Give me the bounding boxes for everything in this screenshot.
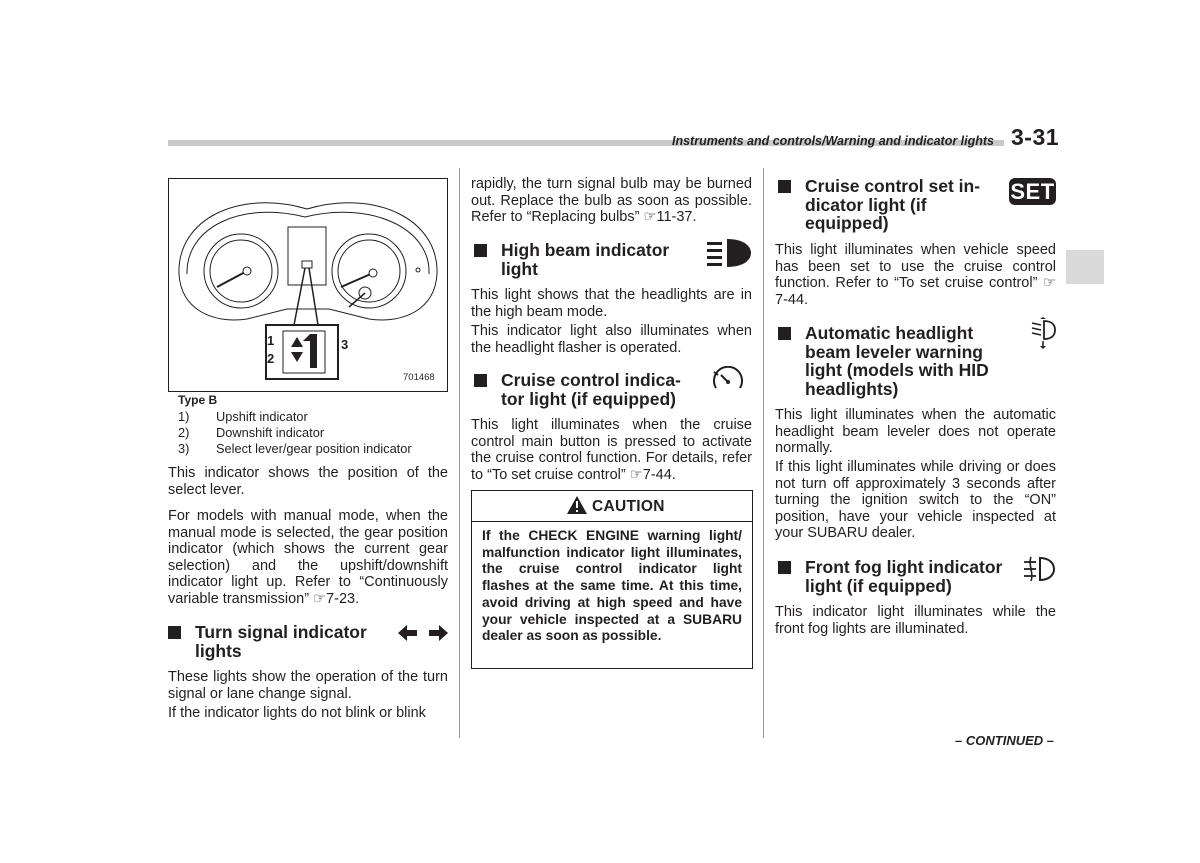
- cruise-indicator-heading: [474, 371, 704, 411]
- heading-line: Cruise control set in-: [805, 176, 981, 196]
- heading-bullet: [168, 626, 181, 639]
- heading-line: High beam indicator: [501, 240, 670, 260]
- high-beam-icon: [705, 237, 753, 269]
- fog-light-heading: [778, 558, 1018, 598]
- legend-item-text: Upshift indicator: [216, 409, 308, 424]
- legend-item: [178, 425, 458, 441]
- legend-item: [178, 409, 458, 425]
- turn-signal-paragraph: These lights show the operation of the turn signal or lane change signal.: [168, 669, 448, 702]
- front-fog-light-icon: [1022, 555, 1056, 583]
- fog-light-paragraph: This indicator light illuminates while the front fog lights are illuminated.: [775, 604, 1056, 637]
- figure-id: 701468: [403, 372, 435, 383]
- heading-line: light (if equipped): [805, 575, 952, 596]
- bulb-continued-paragraph: rapidly, the turn signal bulb may be burned out. Replace the bulb as soon as possible. Refer to “Replacing bulbs” ☞11-37.: [471, 176, 752, 226]
- heading-bullet: [474, 244, 487, 257]
- heading-bullet: [778, 561, 791, 574]
- heading-line: tor light (if equipped): [501, 388, 676, 409]
- figure-legend: [178, 409, 458, 457]
- callout-2: 2: [267, 351, 275, 366]
- caution-box: [471, 490, 753, 669]
- heading-line: headlights): [805, 378, 899, 399]
- warning-triangle-icon: [567, 496, 587, 514]
- legend-item-number: 3): [178, 441, 190, 456]
- turn-signal-blink-paragraph: If the indicator lights do not blink or blink: [168, 705, 426, 721]
- auto-leveler-paragraph: This light illuminates when the automatic headlight beam leveler does not operate normally.: [775, 407, 1056, 457]
- legend-item-text: Select lever/gear position indicator: [216, 441, 412, 456]
- high-beam-heading: [474, 241, 704, 281]
- flasher-paragraph: This indicator light also illuminates when the headlight flasher is operated.: [471, 323, 752, 356]
- legend-item: [178, 441, 458, 457]
- auto-leveler-dealer-paragraph: If this light illuminates while driving or does not turn off approximately 3 seconds after turning the ignition switch to the “ON” position, have your vehicle inspected at your SUBARU dealer.: [775, 459, 1056, 542]
- figure-caption-title: Type B: [178, 393, 218, 407]
- manual-mode-paragraph: For models with manual mode, when the manual mode is selected, the gear position indicator (which shows the current gear selection) and the upshift/downshift indicator light up. Refer to “Continuously variable transmission” ☞7-23.: [168, 508, 448, 607]
- legend-item-number: 1): [178, 409, 190, 424]
- instrument-cluster-illustration: [169, 179, 447, 391]
- cruise-set-paragraph: This light illuminates when vehicle speed has been set to use the cruise control function. Refer to “To set cruise control” ☞7-44.: [775, 242, 1056, 308]
- callout-1: 1: [267, 333, 275, 348]
- caution-text: If the CHECK ENGINE warning light/ malfunction indicator light illuminates, the cruise control indicator light flashes at the same time. At this time, avoid driving at high speed and have your vehicle inspected at a SUBARU dealer as soon as possible.: [482, 528, 742, 644]
- caution-label: CAUTION: [592, 498, 665, 515]
- turn-signal-arrows-icon: [398, 624, 448, 642]
- heading-line: light (models with HID: [805, 360, 989, 380]
- cruise-control-icon: [710, 366, 746, 396]
- heading-line: Front fog light indicator: [805, 557, 1003, 577]
- heading-line: lights: [195, 640, 242, 661]
- legend-item-number: 2): [178, 425, 190, 440]
- heading-bullet: [778, 180, 791, 193]
- legend-item-text: Downshift indicator: [216, 425, 325, 440]
- callout-3: 3: [341, 337, 349, 352]
- high-beam-paragraph: This light shows that the headlights are in the high beam mode.: [471, 287, 752, 320]
- heading-line: light: [501, 258, 538, 279]
- column-divider-left: [459, 168, 460, 738]
- position-indicator-paragraph: This indicator shows the position of the select lever.: [168, 465, 448, 498]
- running-head: Instruments and controls/Warning and indicator lights: [671, 134, 994, 148]
- heading-line: equipped): [805, 213, 889, 233]
- heading-line: dicator light (if: [805, 194, 927, 215]
- page-number: 3-31: [1011, 124, 1060, 150]
- heading-line: Cruise control indica-: [501, 370, 681, 390]
- heading-line: Automatic headlight: [805, 323, 974, 343]
- auto-leveler-heading: [778, 324, 1018, 400]
- chapter-side-tab: [1066, 250, 1104, 284]
- heading-bullet: [778, 327, 791, 340]
- cruise-set-heading: [778, 177, 1003, 235]
- instrument-cluster-figure: [168, 178, 448, 392]
- heading-line: beam leveler warning: [805, 341, 983, 362]
- cruise-indicator-paragraph: This light illuminates when the cruise control main button is pressed to activate the cruise control function. For details, refer to “To set cruise control” ☞7-44.: [471, 417, 752, 483]
- heading-bullet: [474, 374, 487, 387]
- headlight-leveler-icon: [1030, 317, 1056, 349]
- continued-label: – CONTINUED –: [955, 733, 1054, 748]
- column-divider-right: [763, 168, 764, 738]
- heading-line: Turn signal indicator: [195, 622, 367, 642]
- caution-header: [472, 491, 752, 522]
- cruise-set-icon: SET: [1010, 179, 1055, 204]
